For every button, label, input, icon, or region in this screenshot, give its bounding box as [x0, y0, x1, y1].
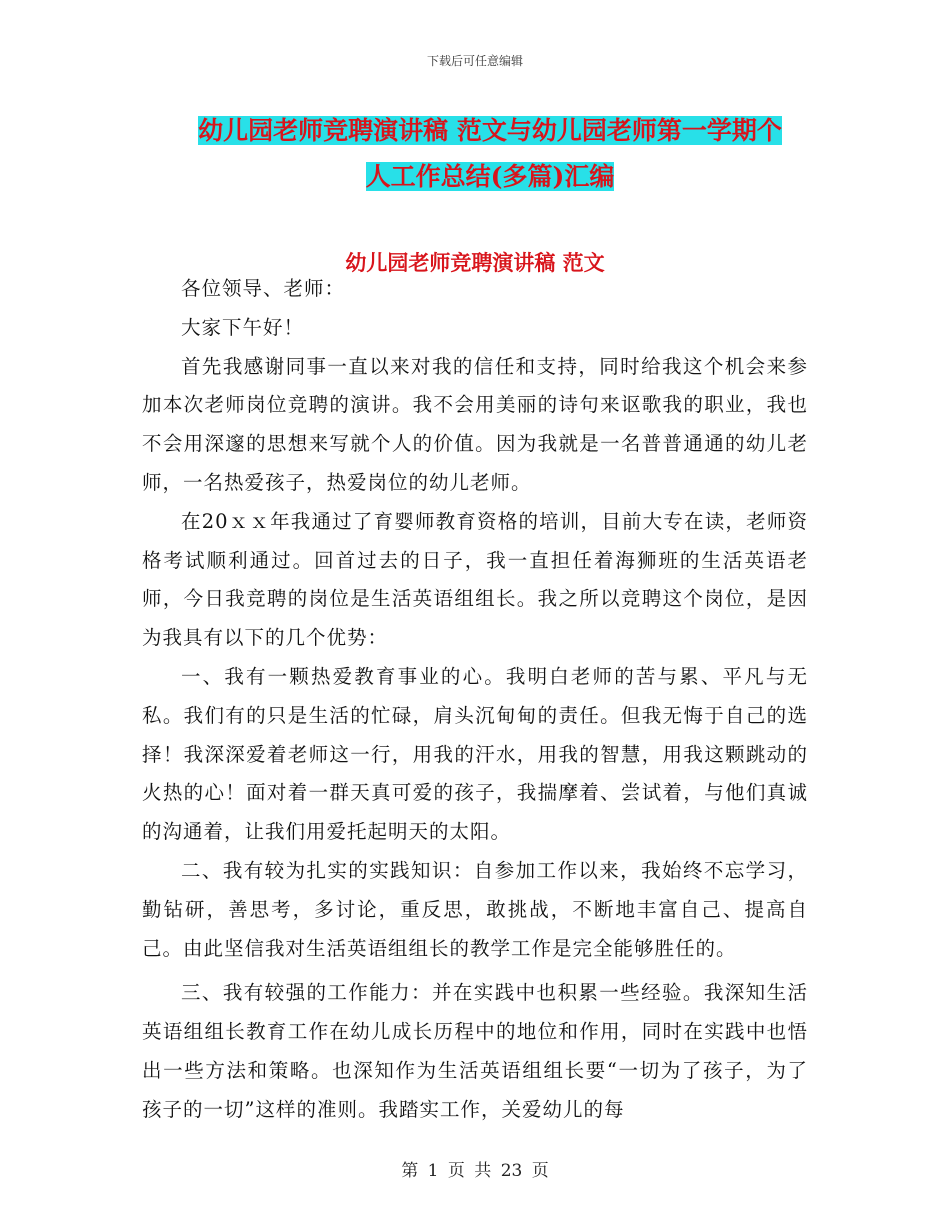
main-title-line-1: 幼儿园老师竞聘演讲稿 范文与幼儿园老师第一学期个 — [198, 116, 782, 145]
paragraph: 一、我有一颗热爱教育事业的心。我明白老师的苦与累、平凡与无私。我们有的只是生活的忙碌，肩头沉甸甸的责任。但我无悔于自己的选择！我深深爱着老师这一行，用我的汗水，用我的智慧，用我这颗跳动的火热的心！面对着一群天真可爱的孩子，我揣摩着、尝试着，与他们真诚的沟通着，让我们用爱托起明天的太阳。 — [142, 664, 808, 844]
page-footer: 第 1 页 共 23 页 — [401, 1161, 549, 1181]
header-note: 下载后可任意编辑 — [426, 54, 523, 68]
paragraph: 在20ｘｘ年我通过了育婴师教育资格的培训，目前大专在读，老师资格考试顺利通过。回首过去的日子，我一直担任着海狮班的生活英语老师，今日我竞聘的岗位是生活英语组组长。我之所以竞聘这个岗位，是因为我具有以下的几个优势： — [142, 509, 808, 650]
body-text — [142, 270, 808, 1130]
paragraph: 首先我感谢同事一直以来对我的信任和支持，同时给我这个机会来参加本次老师岗位竞聘的演讲。我不会用美丽的诗句来讴歌我的职业，我也不会用深邃的思想来写就个人的价值。因为我就是一名普普通通的幼儿老师，一名热爱孩子，热爱岗位的幼儿老师。 — [142, 354, 808, 494]
paragraph-salutation: 各位领导、老师： — [181, 277, 346, 300]
main-title — [140, 108, 840, 200]
section-title: 幼儿园老师竞聘演讲稿 范文 — [345, 250, 605, 275]
paragraph: 二、我有较为扎实的实践知识：自参加工作以来，我始终不忘学习，勤钻研，善思考，多讨论，重反思，敢挑战，不断地丰富自己、提高自己。由此坚信我对生活英语组组长的教学工作是完全能够胜任的。 — [142, 858, 808, 960]
main-title-line-2: 人工作总结(多篇)汇编 — [365, 162, 615, 191]
paragraph: 三、我有较强的工作能力：并在实践中也积累一些经验。我深知生活英语组组长教育工作在幼儿成长历程中的地位和作用，同时在实践中也悟出一些方法和策略。也深知作为生活英语组组长要“一切为了孩子，为了孩子的一切”这样的准则。我踏实工作，关爱幼儿的每 — [142, 981, 808, 1121]
paragraph-greeting: 大家下午好！ — [181, 315, 305, 339]
